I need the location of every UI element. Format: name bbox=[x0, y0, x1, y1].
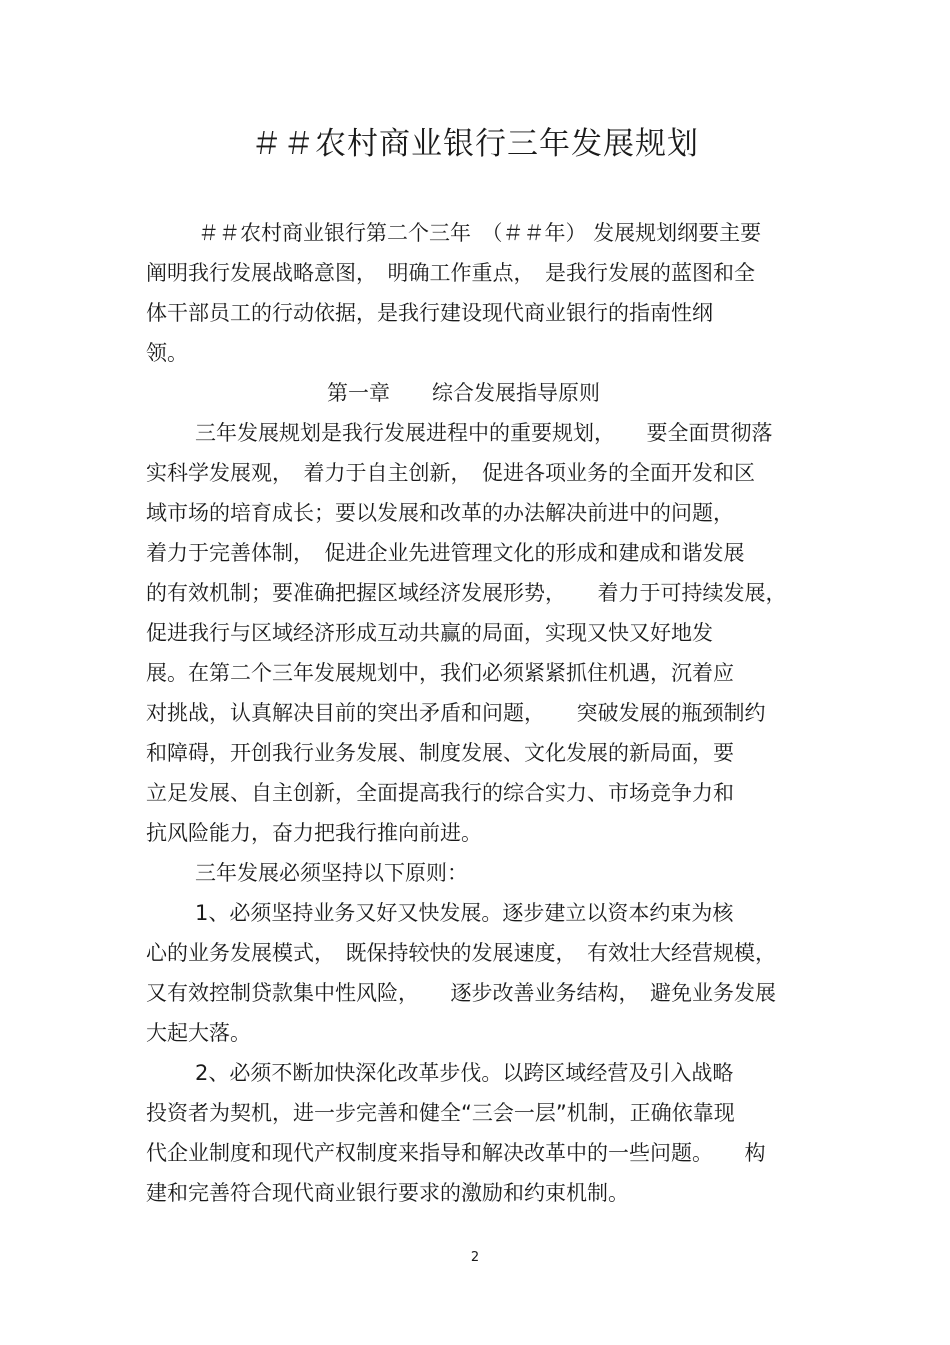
body-paragraph-line: 促进我行与区域经济形成互动共赢的局面，实现又快又好地发 bbox=[146, 621, 713, 645]
page-number: 2 bbox=[470, 1250, 480, 1265]
body-paragraph-line: 域市场的培育成长；要以发展和改革的办法解决前进中的问题， bbox=[146, 501, 734, 525]
body-paragraph-line: 对挑战，认真解决目前的突出矛盾和问题， 突破发展的瓶颈制约 bbox=[146, 701, 766, 725]
principle-2-line: 2、必须不断加快深化改革步伐。以跨区域经营及引入战略 bbox=[195, 1061, 734, 1085]
body-paragraph-line: 和障碍，开创我行业务发展、制度发展、文化发展的新局面，要 bbox=[146, 741, 734, 765]
body-paragraph-line: 着力于完善体制， 促进企业先进管理文化的形成和建成和谐发展 bbox=[146, 541, 745, 565]
body-paragraph-line: 抗风险能力，奋力把我行推向前进。 bbox=[146, 821, 482, 845]
intro-paragraph-line: 阐明我行发展战略意图， 明确工作重点， 是我行发展的蓝图和全 bbox=[146, 261, 755, 285]
principles-intro: 三年发展必须坚持以下原则： bbox=[195, 861, 468, 885]
intro-paragraph-line: 领。 bbox=[146, 341, 188, 365]
principle-1-line: 又有效控制贷款集中性风险， 逐步改善业务结构， 避免业务发展 bbox=[146, 981, 776, 1005]
body-paragraph-line: 展。在第二个三年发展规划中，我们必须紧紧抓住机遇，沉着应 bbox=[146, 661, 734, 685]
body-paragraph-line: 立足发展、自主创新，全面提高我行的综合实力、市场竞争力和 bbox=[146, 781, 734, 805]
intro-paragraph-line: ＃＃农村商业银行第二个三年 （＃＃年） 发展规划纲要主要 bbox=[198, 221, 762, 245]
intro-paragraph-line: 体干部员工的行动依据，是我行建设现代商业银行的指南性纲 bbox=[146, 301, 713, 325]
principle-1-line: 大起大落。 bbox=[146, 1021, 251, 1045]
principle-2-line: 建和完善符合现代商业银行要求的激励和约束机制。 bbox=[146, 1181, 629, 1205]
principle-2-line: 代企业制度和现代产权制度来指导和解决改革中的一些问题。 构 bbox=[146, 1141, 766, 1165]
document-title: ＃＃农村商业银行三年发展规划 bbox=[251, 126, 699, 162]
body-paragraph-line: 的有效机制；要准确把握区域经济发展形势， 着力于可持续发展， bbox=[146, 581, 787, 605]
chapter-heading: 第一章 综合发展指导原则 bbox=[327, 381, 600, 405]
principle-1-line: 1、必须坚持业务又好又快发展。逐步建立以资本约束为核 bbox=[195, 901, 734, 925]
body-paragraph-line: 实科学发展观， 着力于自主创新， 促进各项业务的全面开发和区 bbox=[146, 461, 755, 485]
body-paragraph-line: 三年发展规划是我行发展进程中的重要规划， 要全面贯彻落 bbox=[195, 421, 773, 445]
principle-2-line: 投资者为契机，进一步完善和健全“三会一层”机制，正确依靠现 bbox=[146, 1101, 735, 1125]
principle-1-line: 心的业务发展模式， 既保持较快的发展速度， 有效壮大经营规模， bbox=[146, 941, 776, 965]
